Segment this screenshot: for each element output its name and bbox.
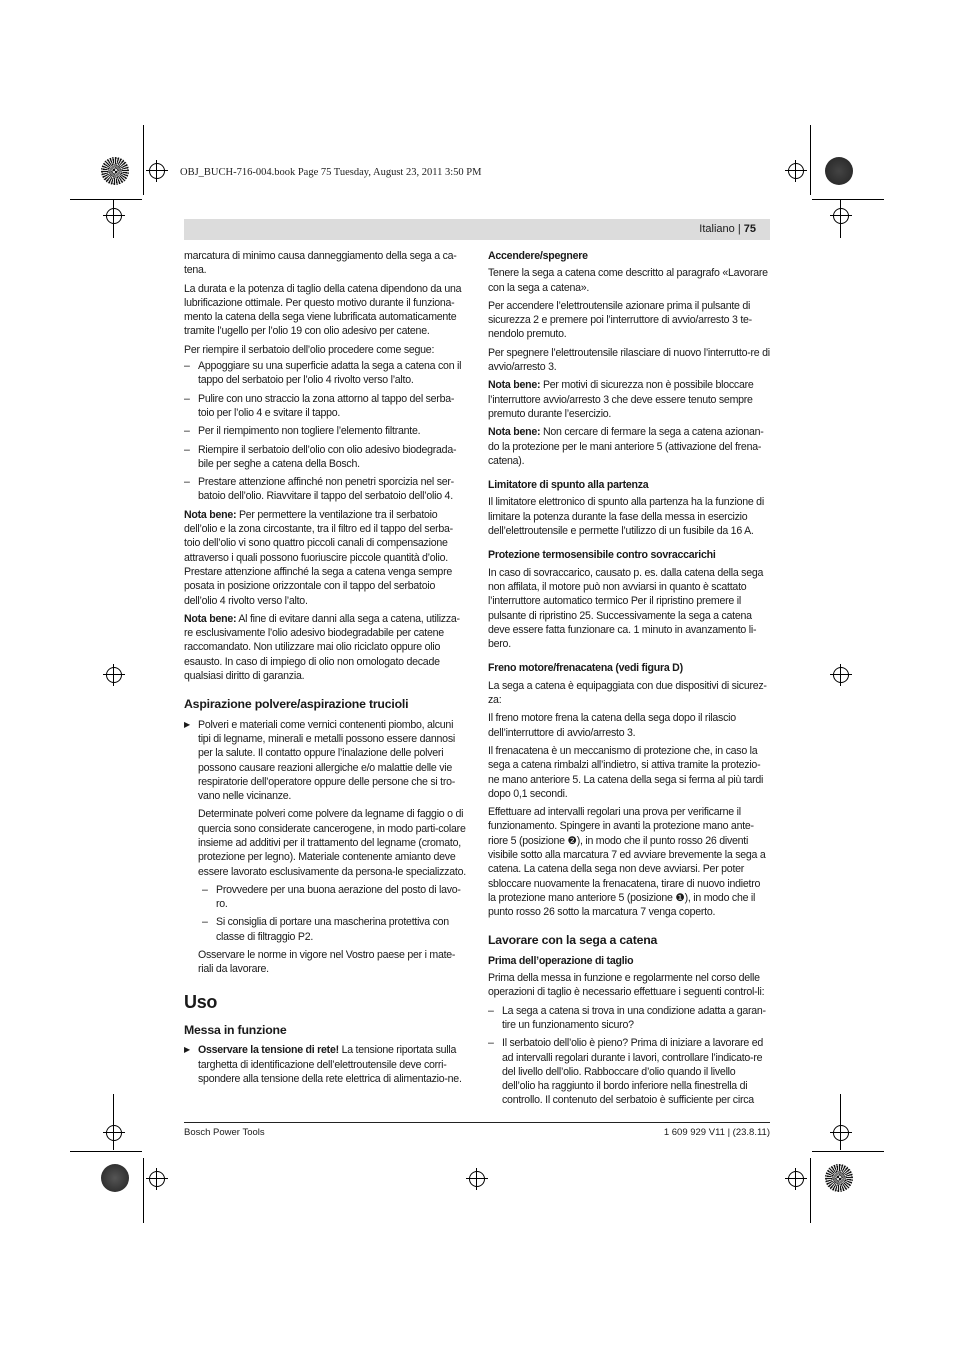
crosshair-icon	[103, 205, 125, 227]
color-disc-icon	[825, 157, 853, 185]
paragraph: Il frenacatena è un meccanismo di protezione che, in caso la sega a catena rimbalzi all’indietro, si attiva tramite la protezio-ne mano anteriore 5. La catena della sega si ferma al più tardi dopo 0,1 secondi.	[488, 744, 764, 800]
list-item: ▶ Osservare la tensione di rete! La tensione riportata sulla targhetta di identificazione dell’elettroutensile deve corri-spondere alla tensione della rete elettrica di alimentazio-ne.	[184, 1043, 466, 1086]
paragraph: Tenere la sega a catena come descritto al paragrafo «Lavorare con la sega a catena».	[488, 267, 768, 294]
color-disc-icon	[101, 157, 129, 185]
list-item: – Prestare attenzione affinché non penetri sporcizia nel ser-batoio dell’olio. Riavvitare il tappo del serbatoio dell’olio 4.	[184, 475, 466, 504]
subsection-heading: Protezione termosensibile contro sovraccarichi	[488, 549, 716, 562]
paragraph: In caso di sovraccarico, causato p. es. dalla catena della sega non affilata, il motore può non avviarsi in quanto è scattato l’interruttore automatico termico Per il ripristino premere il pulsante di ripristino 25. Successivamente la sega a catena deve essere fatta funzionare ca. 1 minuto in avanzamento li-bero.	[488, 566, 764, 651]
list-item: – Riempire il serbatoio dell’olio con olio adesivo biodegrada-bile per seghe a catena della Bosch.	[184, 443, 466, 472]
footer-brand: Bosch Power Tools	[184, 1127, 265, 1138]
paragraph: Prima della messa in funzione e regolarmente nel corso delle operazioni di taglio è necessario effettuare i seguenti control-li:	[488, 972, 765, 999]
print-slug: OBJ_BUCH-716-004.book Page 75 Tuesday, August 23, 2011 3:50 PM	[180, 167, 482, 178]
list-item: – Per il riempimento non togliere l’elemento filtrante.	[184, 424, 466, 438]
list-item: ▶ Polveri e materiali come vernici contenenti piombo, alcuni tipi di legname, minerali e metalli possono essere dannosi per la salute. Il contatto oppure l’inalazione delle polveri possono causare reazioni allergiche e/o malattie delle vie respiratorie dell’operatore oppure delle persone che si tro-vano nelle vicinanze.	[184, 718, 466, 804]
crosshair-icon	[830, 1122, 852, 1144]
paragraph: Il limitatore elettronico di spunto alla partenza ha la funzione di limitare la potenza durante la fase della messa in esercizio dell’elettroutensile e permette l’utilizzo di un fusibile da 16 A.	[488, 496, 764, 538]
crosshair-icon	[466, 1168, 488, 1190]
paragraph: La durata e la potenza di taglio della catena dipendono da una lubrificazione ottimale. Per questo motivo durante il funziona-mento la catena della sega viene lubrificata automaticamente tramite l’ugello per l’olio 19 con olio adesivo per catene.	[184, 282, 462, 338]
paragraph: Per spegnere l’elettroutensile rilasciare di nuovo l’interrutto-re di avvio/arresto 3.	[488, 346, 770, 374]
footer-rule	[184, 1122, 770, 1123]
subsection-heading: Freno motore/frenacatena (vedi figura D)	[488, 662, 683, 675]
crosshair-icon	[830, 664, 852, 686]
paragraph: Per accendere l’elettroutensile azionare prima il pulsante di sicurezza 2 e premere poi l’interruttore di avvio/arresto 3 te-nendolo premuto.	[488, 299, 752, 341]
list-item: – Si consiglia di portare una mascherina protettiva con classe di filtraggio P2.	[184, 915, 466, 944]
subsection-heading: Limitatore di spunto alla partenza	[488, 479, 649, 492]
paragraph: Il freno motore frena la catena della sega dopo il rilascio dell’interruttore di avvio/arresto 3.	[488, 712, 736, 739]
section-heading: Messa in funzione	[184, 1022, 287, 1037]
paragraph: marcatura di minimo causa danneggiamento della sega a ca-tena.	[184, 250, 457, 277]
section-heading: Lavorare con la sega a catena	[488, 933, 658, 948]
crosshair-icon	[103, 664, 125, 686]
paragraph: Effettuare ad intervalli regolari una prova per verificarne il funzionamento. Spingere in avanti la protezione mano ante-riore 5 (posizione ❷), in modo che il punto rosso 26 diventi visibile sotto alla marcatura 7 ed avviare brevemente la sega a catena. La catena della sega non deve avviarsi. Per poter sbloccare nuovamente la frenacatena, tirare di nuovo indietro la protezione mano anteriore 5 (posizione ❶), in modo che il punto rosso 26 sotto la marcatura 7 venga coperto.	[488, 806, 766, 919]
paragraph: Osservare le norme in vigore nel Vostro paese per i mate-riali da lavorare.	[198, 949, 456, 976]
color-disc-icon	[825, 1164, 853, 1192]
crosshair-icon	[146, 1168, 168, 1190]
crosshair-icon	[830, 205, 852, 227]
right-column	[488, 249, 770, 1112]
crosshair-icon	[103, 1122, 125, 1144]
note: Nota bene: Al fine di evitare danni alla sega a catena, utilizza-re esclusivamente l’olio adesivo biodegradabile per catene raccomandato. Non utilizzare mai olio riciclato oppure olio esausto. In caso di impiego di olio non omologato decade qualsiasi diritto di garanzia.	[184, 612, 460, 683]
list-item: – La sega a catena si trova in una condizione adatta a garan-tire un funzionamento sicuro?	[488, 1004, 770, 1033]
page-header: Italiano | 75	[184, 219, 770, 240]
list-item: – Il serbatoio dell’olio è pieno? Prima di iniziare a lavorare ed ad intervalli regolari durante i lavori, controllare l’indicato-re del livello dell’olio. Rabboccare d’olio quando il livello dell’olio ha raggiunto il bordo inferiore nella finestrella di controllo. Il contenuto del serbatoio è sufficiente per circa	[488, 1036, 770, 1107]
paragraph: La sega a catena è equipaggiata con due dispositivi di sicurez-za:	[488, 679, 767, 707]
page-number: 75	[743, 223, 756, 235]
crosshair-icon	[785, 160, 807, 182]
paragraph: Determinate polveri come polvere da legname di faggio o di quercia sono considerate cancerogene, in modo parti-colare insieme ad additivi per il trattamento del legname (cromato, protezione per legno). Materiale contenente amianto deve essere lavorato esclusivamente da persona-le specializzato.	[198, 808, 466, 878]
list-item: – Appoggiare su una superficie adatta la sega a catena con il tappo del serbatoio per l’olio 4 rivolto verso l’alto.	[184, 359, 466, 388]
note: Nota bene: Non cercare di fermare la sega a catena azionan-do la protezione per le mani anteriore 5 (attivazione del frena-catena).	[488, 426, 764, 467]
crosshair-icon	[785, 1168, 807, 1190]
left-column	[184, 249, 466, 1090]
list-item: – Provvedere per una buona aerazione del posto di lavo-ro.	[184, 883, 466, 912]
section-heading: Aspirazione polvere/aspirazione trucioli	[184, 697, 409, 712]
chapter-heading: Uso	[184, 991, 218, 1012]
note: Nota bene: Per motivi di sicurezza non è possibile bloccare l’interruttore avvio/arresto 3 che deve essere tenuto sempre premuto durante l’esercizio.	[488, 379, 754, 420]
subsection-heading: Prima dell’operazione di taglio	[488, 954, 634, 967]
note: Nota bene: Per permettere la ventilazione tra il serbatoio dell’olio e la zona circostante, tra il filtro ed il tappo del serba-toio dell’olio vi sono quattro piccoli canali di compensazione attraverso i quali possono fuoriuscire piccole quantità d’olio. Prestare attenzione affinché la sega a catena venga sempre posata in posizione orizzontale con il tappo del serbatoio dell’olio 4 rivolto verso l’alto.	[184, 508, 453, 607]
paragraph: Per riempire il serbatoio dell’olio procedere come segue:	[184, 343, 435, 356]
header-language: Italiano	[699, 223, 735, 235]
crosshair-icon	[146, 160, 168, 182]
list-item: – Pulire con uno straccio la zona attorno al tappo del serba-toio per l’olio 4 e svitare il tappo.	[184, 392, 466, 421]
footer-doc-number: 1 609 929 V11 | (23.8.11)	[663, 1127, 770, 1138]
subsection-heading: Accendere/spegnere	[488, 250, 588, 262]
color-disc-icon	[101, 1164, 129, 1192]
